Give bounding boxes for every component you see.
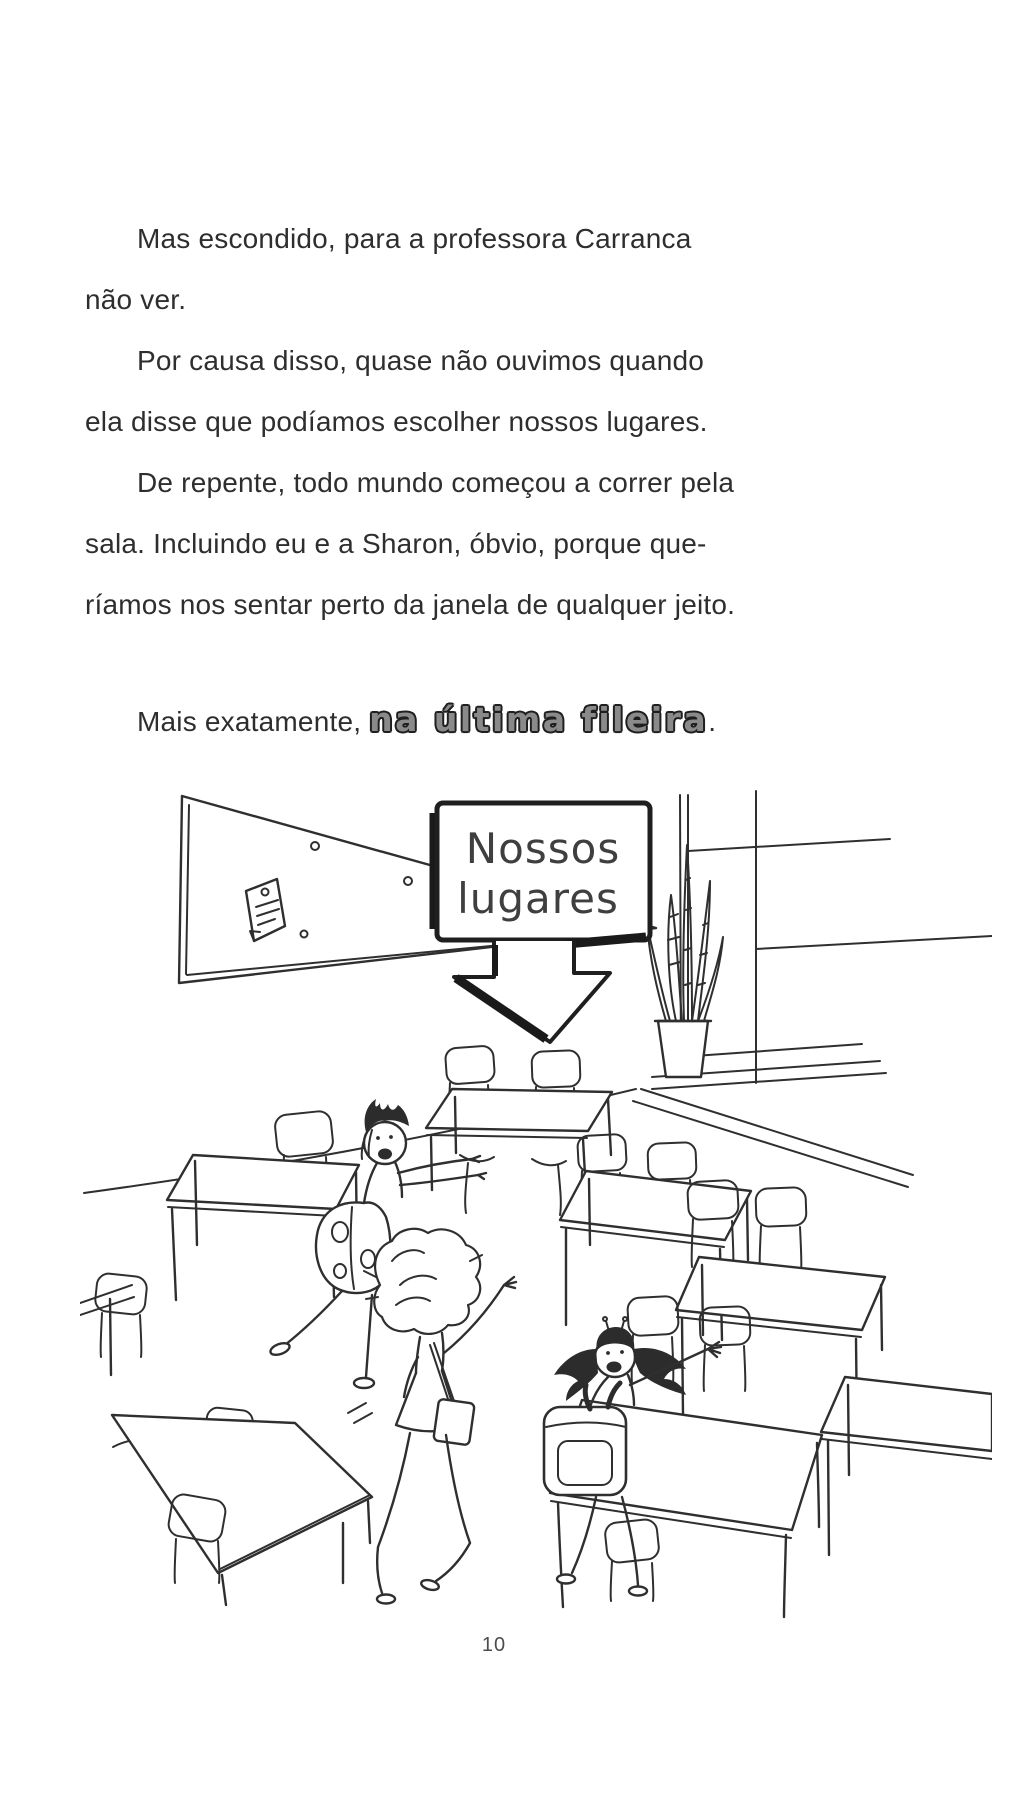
sign-text-line1: Nossos <box>465 824 621 873</box>
nossos-lugares-sign <box>434 803 650 1042</box>
text-line: ela disse que podíamos escolher nossos lugares. <box>85 406 708 437</box>
desk-fragment-left <box>80 1272 148 1375</box>
emphasis-suffix: . <box>708 706 717 737</box>
kid-girl-messy-hair <box>364 1229 516 1604</box>
page-number: 10 <box>481 1634 507 1656</box>
classroom-illustration <box>80 685 992 1625</box>
down-arrow-icon <box>454 941 610 1042</box>
text-line: sala. Incluindo eu e a Sharon, óbvio, porque que- <box>85 528 707 559</box>
emphasis-text: na última fileira <box>369 700 709 739</box>
sign-text-line2: lugares <box>457 874 619 923</box>
text-line: Mas escondido, para a professora Carranca <box>137 223 692 254</box>
text-line: De repente, todo mundo começou a correr pela <box>137 467 735 498</box>
text-line: Por causa disso, quase não ouvimos quando <box>137 345 705 376</box>
text-line: ríamos nos sentar perto da janela de qualquer jeito. <box>85 589 736 620</box>
text-line: não ver. <box>85 284 187 315</box>
body-text <box>85 208 825 752</box>
emphasis-prefix: Mais exatamente, <box>137 706 370 737</box>
desk-bottom-left <box>112 1407 372 1605</box>
potted-plant <box>647 845 723 1077</box>
